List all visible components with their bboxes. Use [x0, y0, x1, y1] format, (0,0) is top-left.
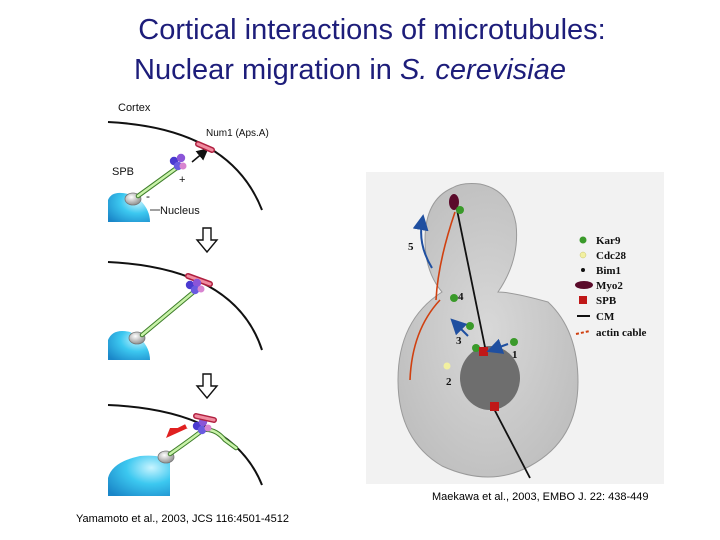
cdc28-legend-icon: [580, 252, 586, 258]
legend-label-bim1: Bim1: [596, 265, 622, 277]
left-diagram: [108, 102, 269, 496]
bim1-legend-icon: [581, 268, 585, 272]
step-number-3: 3: [456, 335, 462, 347]
kar9-marker: [472, 344, 480, 352]
step-number-4: 4: [458, 291, 464, 303]
spb-marker: [490, 402, 499, 411]
step-number-1: 1: [512, 349, 518, 361]
spb-label: SPB: [112, 166, 135, 178]
right-diagram: [366, 172, 664, 484]
title-plain-text: Nuclear migration in: [134, 54, 400, 86]
legend-label-actin-cable: actin cable: [596, 327, 647, 339]
step-number-2: 2: [446, 376, 452, 388]
title-species-name: S. cerevisiae: [399, 54, 566, 86]
movement-arrow: [192, 152, 204, 162]
down-arrow-icon: [197, 374, 217, 398]
legend-label-spb: SPB: [596, 295, 617, 307]
spb-legend-icon: [579, 296, 587, 304]
left-figure-citation: Yamamoto et al., 2003, JCS 116:4501-4512: [76, 513, 290, 525]
slide-title-line-1: Cortical interactions of microtubules:: [138, 14, 606, 46]
legend-label-myo2: Myo2: [596, 280, 623, 292]
panel-3: [108, 405, 262, 496]
plus-end-label: +: [179, 174, 186, 186]
legend-label-cdc28: Cdc28: [596, 250, 626, 262]
legend-label-cm: CM: [596, 311, 615, 323]
myo2-legend-icon: [575, 281, 593, 289]
kar9-legend-icon: [580, 237, 587, 244]
kar9-marker: [450, 294, 458, 302]
kar9-marker: [456, 206, 464, 214]
down-arrow-icon: [197, 228, 217, 252]
minus-end-label: -: [146, 189, 150, 203]
cdc28-marker: [444, 363, 451, 370]
right-figure-citation: Maekawa et al., 2003, EMBO J. 22: 438-449: [432, 491, 649, 503]
legend-label-kar9: Kar9: [596, 235, 621, 247]
panel-2: [108, 262, 262, 360]
cortex-label: Cortex: [118, 102, 151, 114]
nucleus-label: Nucleus: [160, 205, 200, 217]
kar9-marker: [510, 338, 518, 346]
num1-label: Num1 (Aps.A): [206, 128, 269, 139]
spb-marker: [479, 347, 488, 356]
nucleus-shape: [460, 346, 520, 410]
step-number-5: 5: [408, 241, 414, 253]
panel-1: [108, 102, 269, 222]
kar9-marker: [466, 322, 474, 330]
